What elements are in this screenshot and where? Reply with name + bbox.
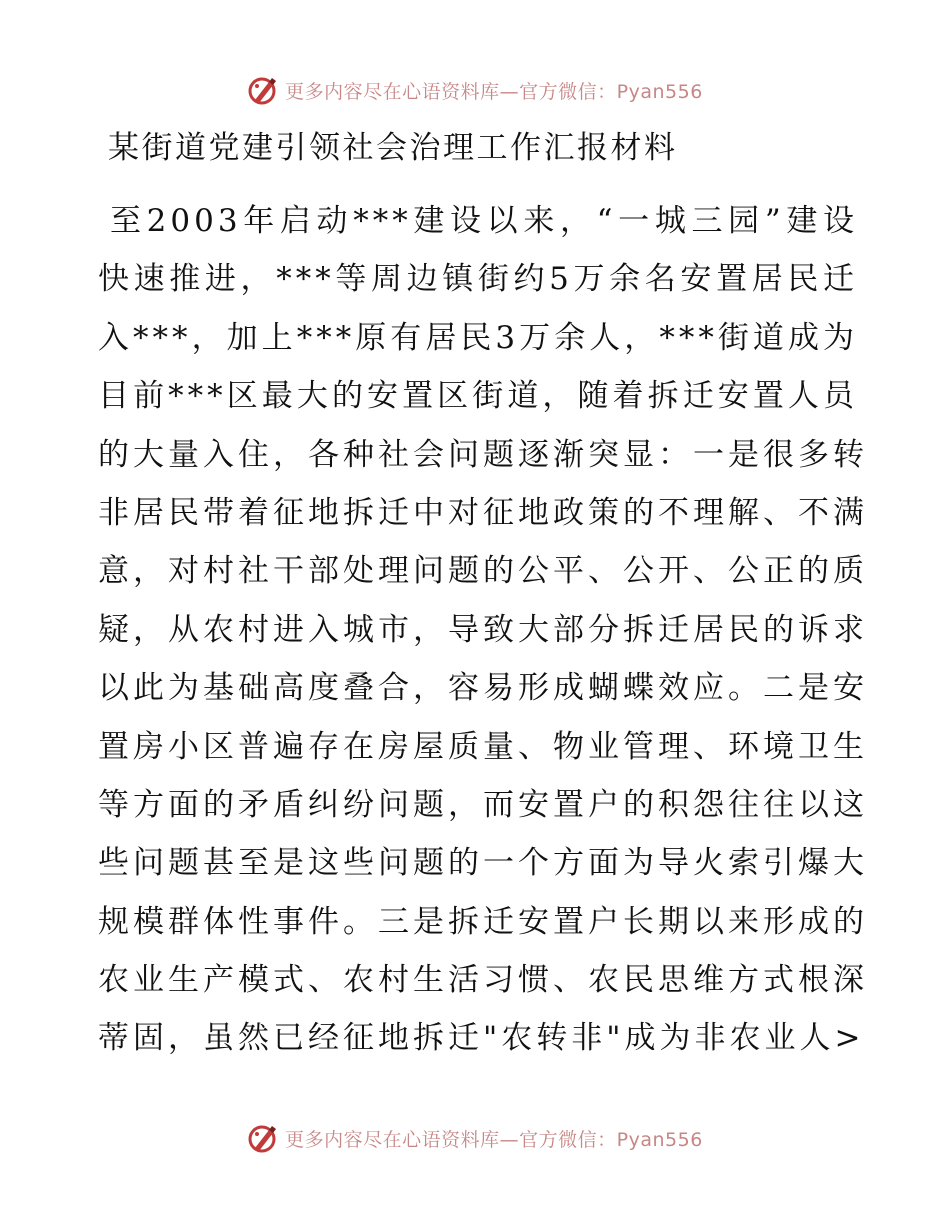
watermark-text: 更多内容尽在心语资料库—官方微信：Pyan556 [285, 80, 703, 103]
document-title: 某街道党建引领社会治理工作汇报材料 [108, 130, 678, 166]
body-line: 目前***区最大的安置区街道，随着拆迁安置人员 [98, 378, 858, 415]
body-line: 入***，加上***原有居民3万余人，***街道成为 [98, 319, 858, 356]
body-line: 蒂固，虽然已经征地拆迁"农转非"成为非农业人> [98, 1020, 865, 1057]
pen-circle-logo-icon [247, 1122, 279, 1154]
document-body [98, 192, 868, 1068]
body-line: 非居民带着征地拆迁中对征地政策的不理解、不满 [98, 494, 868, 531]
body-line: 农业生产模式、农村生活习惯、农民思维方式根深 [98, 962, 868, 999]
body-line: 疑，从农村进入城市，导致大部分拆迁居民的诉求 [98, 611, 868, 648]
watermark-text: 更多内容尽在心语资料库—官方微信：Pyan556 [285, 1128, 703, 1151]
header-watermark [0, 70, 950, 110]
body-line: 等方面的矛盾纠纷问题，而安置户的积怨往往以这 [98, 786, 868, 823]
footer-watermark [0, 1118, 950, 1158]
body-line: 规模群体性事件。三是拆迁安置户长期以来形成的 [98, 903, 868, 940]
body-line: 快速推进，***等周边镇街约5万余名安置居民迁 [98, 261, 858, 298]
body-line: 些问题甚至是这些问题的一个方面为导火索引爆大 [98, 845, 868, 882]
body-line: 置房小区普遍存在房屋质量、物业管理、环境卫生 [98, 728, 868, 765]
body-line: 意，对村社干部处理问题的公平、公开、公正的质 [98, 553, 868, 590]
pen-circle-logo-icon [247, 74, 279, 106]
body-line: 至2003年启动***建设以来，“一城三园”建设 [110, 203, 858, 239]
body-line: 的大量入住，各种社会问题逐渐突显：一是很多转 [98, 436, 868, 473]
body-line: 以此为基础高度叠合，容易形成蝴蝶效应。二是安 [98, 670, 868, 707]
